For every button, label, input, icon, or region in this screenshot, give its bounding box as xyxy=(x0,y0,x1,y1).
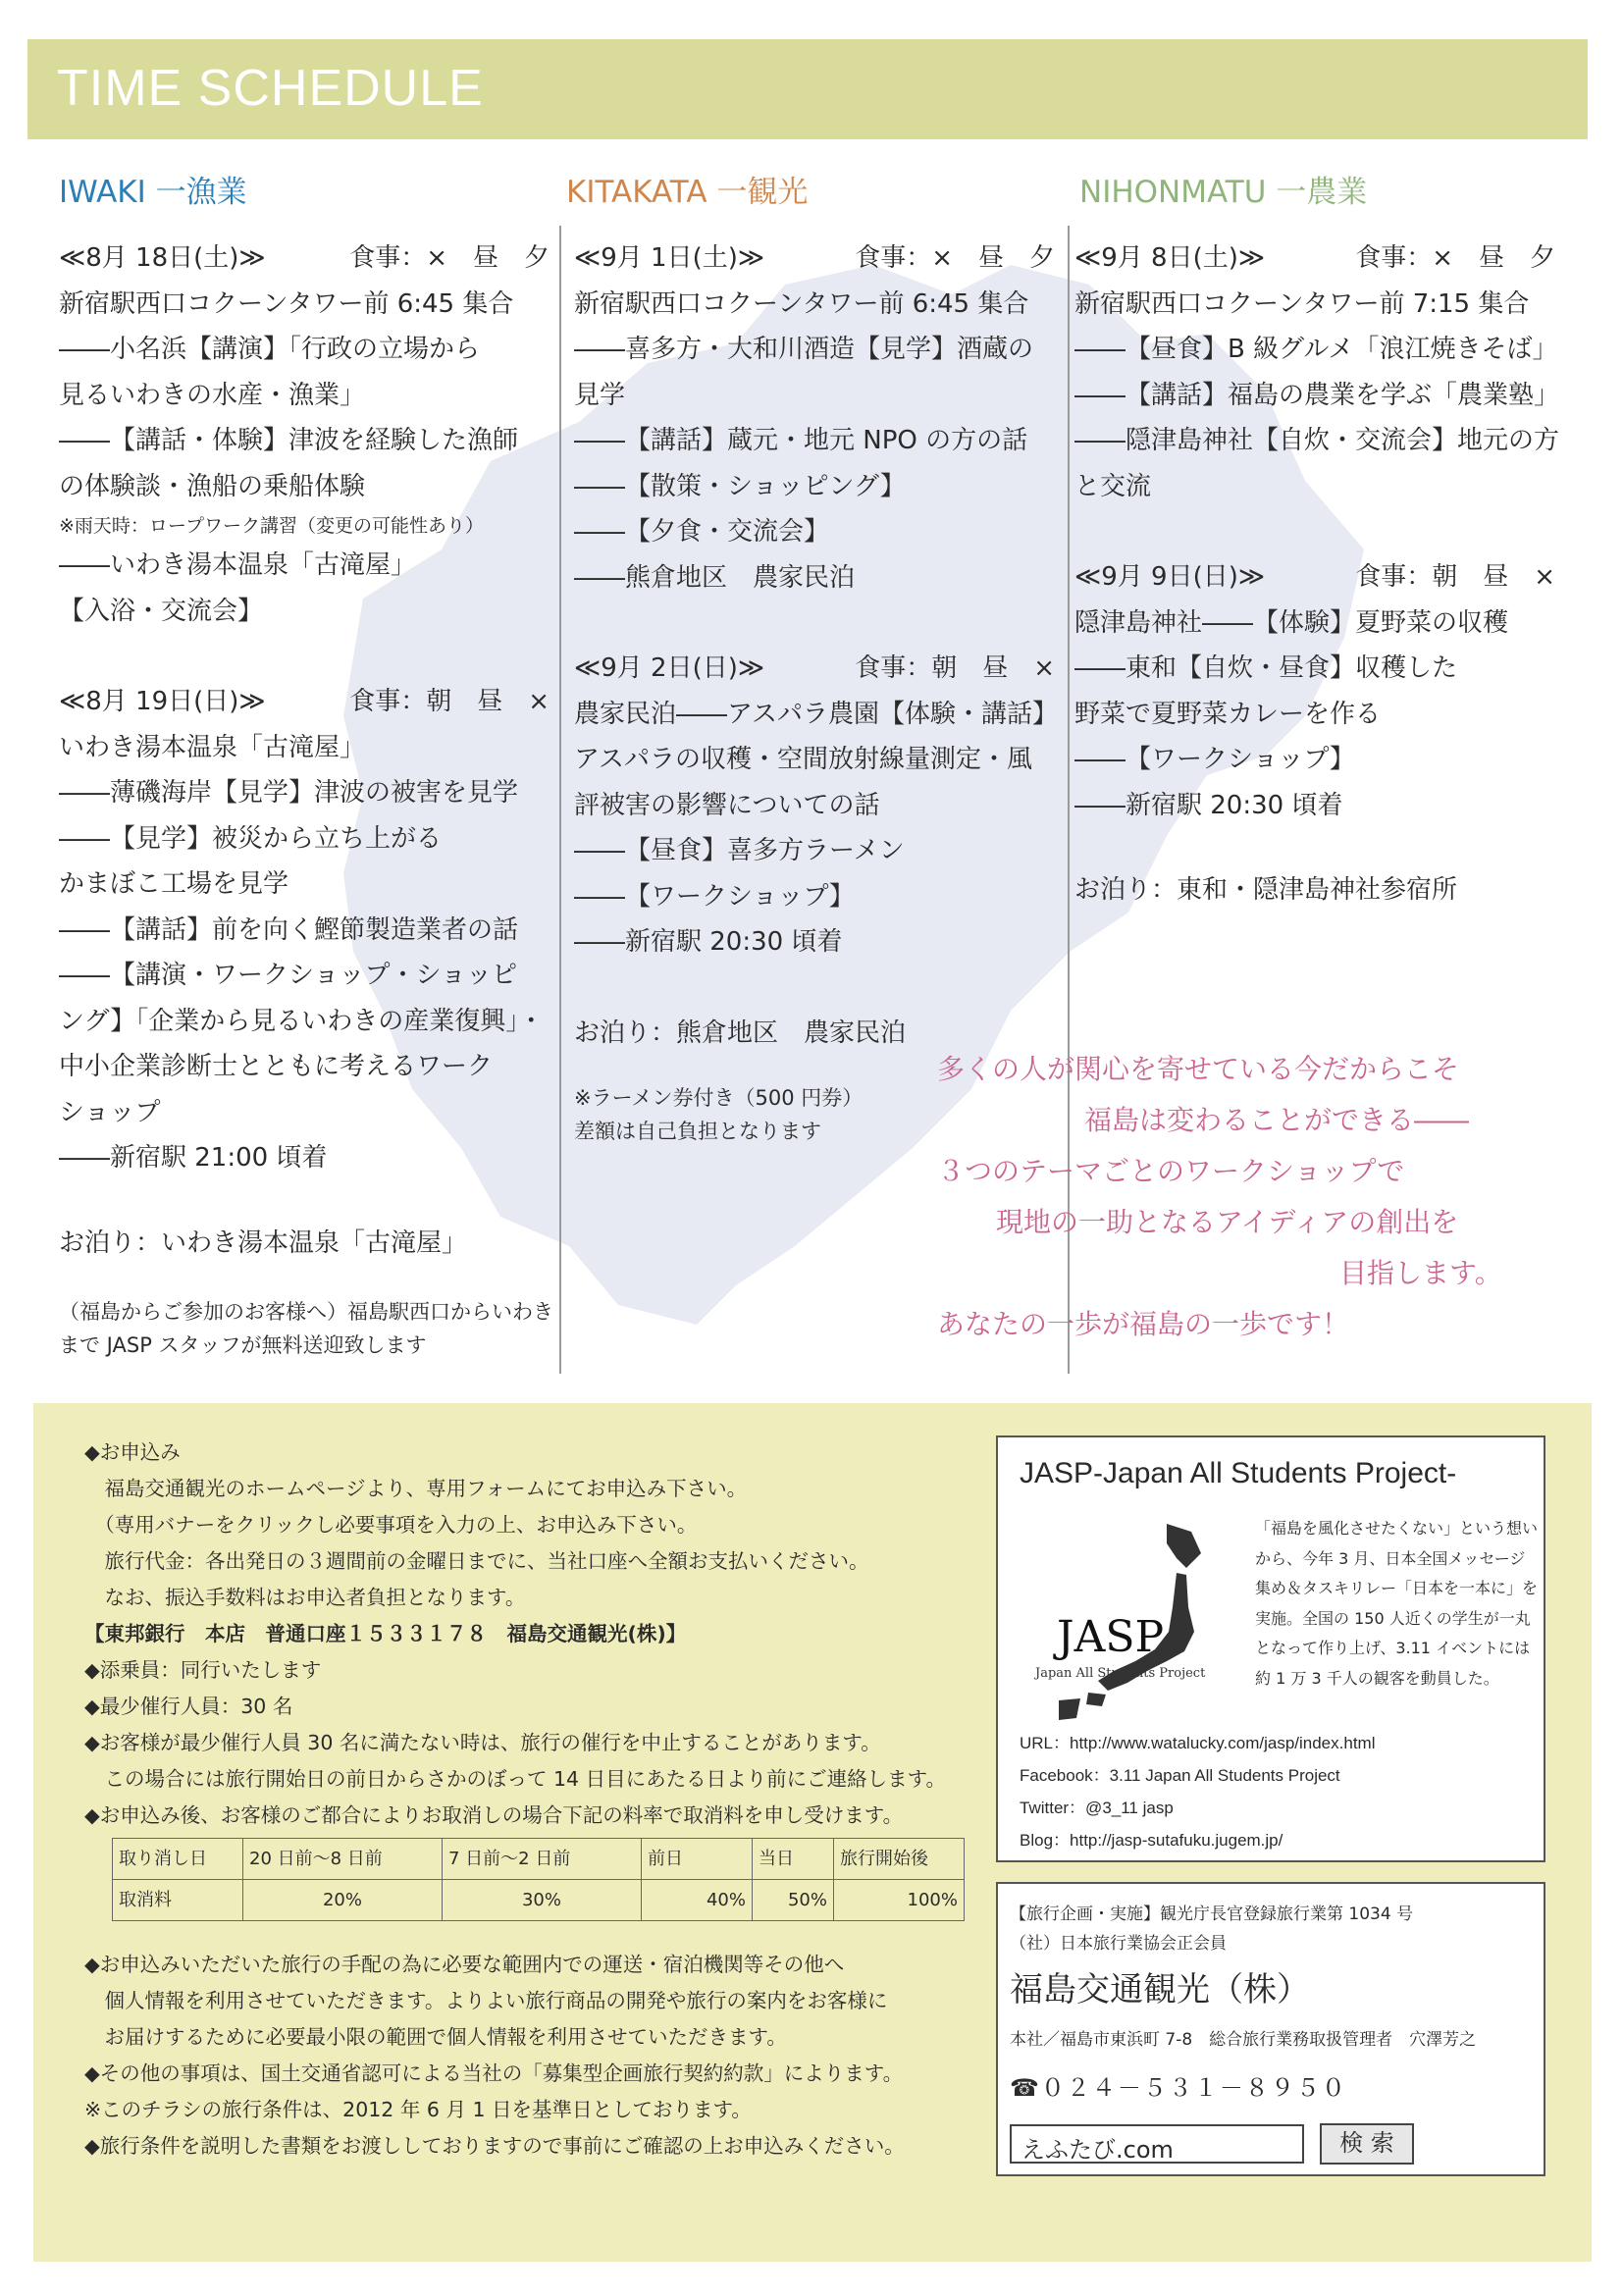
jasp-japan-map-logo xyxy=(1020,1514,1255,1730)
column-divider xyxy=(559,226,561,1374)
search-input[interactable]: えふたび.com xyxy=(1010,2124,1304,2164)
header-bar xyxy=(27,39,1588,139)
day-date: ≪8月 18日(土)≫ xyxy=(59,243,266,273)
schedule-line: 見学 xyxy=(574,380,626,410)
booking-info xyxy=(84,1435,968,2165)
schedule-line: 野菜で夏野菜カレーを作る xyxy=(1074,699,1382,729)
fee-table-header: 20 日前～8 日前 xyxy=(243,1839,443,1880)
jasp-description: 「福島を風化させたくない」という想いから、今年 3 月、日本全国メッセージ集め＆タスキリレー「日本を一本に」を実施。全国の 150 人近くの学生が一丸となって作り上げ、3.11 イベントには約 1 万 3 千人の観客を動員した。 xyxy=(1255,1519,1539,1688)
info-line: お届けするために必要最小限の範囲で個人情報を利用させていただきます。 xyxy=(84,2025,787,2049)
company-address: 本社／福島市東浜町 7-8 総合旅行業務取扱管理者 穴澤芳之 xyxy=(1010,2030,1477,2050)
info-line: ◆お客様が最少催行人員 30 名に満たない時は、旅行の催行を中止することがあります。 xyxy=(84,1731,881,1754)
kitakata-heading: KITAKATA 一観光 xyxy=(566,175,809,210)
schedule-line: ――【講話】蔵元・地元 NPO の方の話 xyxy=(574,426,1028,455)
schedule-line: ――新宿駅 20:30 頃着 xyxy=(1074,790,1343,820)
schedule-line: ――小名浜【講演】「行政の立場から xyxy=(59,335,481,364)
schedule-line: の体験談・漁船の乗船体験 xyxy=(59,471,366,501)
fee-table-header: 7 日前～2 日前 xyxy=(443,1839,642,1880)
logo-subtext: Japan All Students Project xyxy=(1035,1666,1206,1681)
license-line: 【旅行企画・実施】観光庁長官登録旅行業第 1034 号 xyxy=(1010,1905,1414,1924)
schedule-line: ――【講話】前を向く鰹節製造業者の話 xyxy=(59,914,519,945)
info-line: ◆お申込み後、お客様のご都合によりお取消しの場合下記の料率で取消料を申し受けます。 xyxy=(84,1803,904,1827)
fee-table-cell: 取消料 xyxy=(113,1880,243,1921)
slogan-line: 目指します。 xyxy=(1339,1257,1502,1289)
note-line: まで JASP スタッフが無料送迎致します xyxy=(59,1333,427,1357)
phone-number: ☎０２４－５３１－８９５０ xyxy=(1010,2074,1347,2102)
fee-table-header: 旅行開始後 xyxy=(834,1839,965,1880)
day-date: ≪9月 2日(日)≫ xyxy=(574,653,765,683)
note-line: 差額は自己負担となります xyxy=(574,1120,821,1143)
schedule-line: ――【夕食・交流会】 xyxy=(574,517,830,547)
day-meals: 食事：× 昼 夕 xyxy=(1355,243,1555,273)
day-header xyxy=(59,235,550,282)
search-button[interactable]: 検 索 xyxy=(1320,2123,1414,2165)
slogan-block xyxy=(937,1044,1502,1350)
slogan-line: あなたの一歩が福島の一歩です！ xyxy=(937,1308,1350,1340)
schedule-line: 中小企業診断士とともに考えるワーク xyxy=(59,1052,494,1081)
day-meals: 食事：朝 昼 × xyxy=(349,687,550,716)
schedule-line: ――熊倉地区 農家民泊 xyxy=(574,562,856,593)
day-header xyxy=(574,646,1055,692)
page-title: TIME SCHEDULE xyxy=(57,60,484,117)
info-line: この場合には旅行開始日の前日からさかのぼって 14 日目にあたる日より前にご連絡します。 xyxy=(84,1767,946,1791)
schedule-line: ――薄磯海岸【見学】津波の被害を見学 xyxy=(59,778,519,808)
day-date: ≪9月 1日(土)≫ xyxy=(574,243,765,273)
schedule-line: ――【昼食】喜多方ラーメン xyxy=(574,836,905,865)
schedule-line: 新宿駅西口コクーンタワー前 6:45 集合 xyxy=(574,288,1029,319)
slogan-line: 福島は変わることができる―― xyxy=(1084,1104,1470,1136)
info-line: ※このチラシの旅行条件は、2012 年 6 月 1 日を基準日としております。 xyxy=(84,2098,752,2121)
info-line: ◆旅行条件を説明した書類をお渡ししておりますので事前にご確認の上お申込みください。 xyxy=(84,2134,905,2158)
info-line: 【東邦銀行 本店 普通口座１５３３１７８ 福島交通観光(株)】 xyxy=(84,1622,687,1645)
slogan-line: 現地の一助となるアイディアの創出を xyxy=(996,1206,1459,1238)
iwaki-heading: IWAKI 一漁業 xyxy=(59,175,247,210)
schedule-line: アスパラの収穫・空間放射線量測定・風 xyxy=(574,745,1032,774)
schedule-line: 新宿駅西口コクーンタワー前 6:45 集合 xyxy=(59,288,514,319)
fee-table-header: 取り消し日 xyxy=(113,1839,243,1880)
fee-table-header: 当日 xyxy=(753,1839,834,1880)
schedule-line: ――【昼食】B 級グルメ「浪江焼きそば」 xyxy=(1074,335,1558,364)
schedule-line: ――新宿駅 20:30 頃着 xyxy=(574,927,843,957)
schedule-line: ※雨天時：ロープワーク講習（変更の可能性あり） xyxy=(59,515,484,537)
note-line: ※ラーメン券付き（500 円券） xyxy=(574,1086,864,1110)
schedule-line: ――いわき湯本温泉「古滝屋」 xyxy=(59,550,417,580)
info-line: （専用バナーをクリックし必要事項を入力の上、お申込み下さい。 xyxy=(84,1513,698,1537)
schedule-line: 隠津島神社――【体験】夏野菜の収穫 xyxy=(1074,607,1509,638)
cancellation-fee-table xyxy=(112,1838,965,1921)
schedule-line: 新宿駅西口コクーンタワー前 7:15 集合 xyxy=(1074,288,1530,319)
nihonmatu-schedule xyxy=(1074,235,1560,913)
schedule-line: ――【見学】被災から立ち上がる xyxy=(59,823,443,854)
jasp-box xyxy=(996,1435,1545,1862)
iwaki-schedule xyxy=(59,235,553,1362)
schedule-line: 見るいわきの水産・漁業」 xyxy=(59,380,366,410)
schedule-line: ――【散策・ショッピング】 xyxy=(574,471,906,501)
schedule-line: ショップ xyxy=(59,1097,161,1127)
info-line: ◆添乗員：同行いたします xyxy=(84,1658,322,1682)
day-header xyxy=(574,235,1055,282)
stay-info: お泊り：いわき湯本温泉「古滝屋」 xyxy=(59,1227,468,1258)
info-line: 旅行代金：各出発日の３週間前の金曜日までに、当社口座へ全額お支払いください。 xyxy=(84,1549,869,1573)
info-line: 個人情報を利用させていただきます。よりよい旅行商品の開発や旅行の案内をお客様に xyxy=(84,1989,888,2012)
schedule-line: 農家民泊――アスパラ農園【体験・講話】 xyxy=(574,699,1058,729)
info-line: ◆その他の事項は、国土交通省認可による当社の「募集型企画旅行契約約款」によります。 xyxy=(84,2061,904,2085)
schedule-line: と交流 xyxy=(1074,471,1152,501)
schedule-line: ――【講話】福島の農業を学ぶ「農業塾」 xyxy=(1074,380,1560,410)
note-line: （福島からご参加のお客様へ）福島駅西口からいわき xyxy=(59,1300,553,1324)
schedule-line: ――【講演・ワークショップ・ショッピ xyxy=(59,961,517,990)
stay-info: お泊り：熊倉地区 農家民泊 xyxy=(574,1018,907,1048)
info-line: なお、振込手数料はお申込者負担となります。 xyxy=(84,1586,526,1609)
day-date: ≪8月 19日(日)≫ xyxy=(59,687,266,716)
jasp-facebook: Facebook：3.11 Japan All Students Project xyxy=(1020,1766,1340,1785)
nihonmatu-heading: NIHONMATU 一農業 xyxy=(1079,175,1368,210)
jasp-url: URL：http://www.watalucky.com/jasp/index.html xyxy=(1020,1734,1376,1752)
schedule-line: ――【講話・体験】津波を経験した漁師 xyxy=(59,426,519,455)
slogan-line: 多くの人が関心を寄せている今だからこそ xyxy=(937,1053,1460,1085)
fee-table-cell: 30% xyxy=(443,1880,642,1921)
schedule-line: ング】「企業から見るいわきの産業復興」・ xyxy=(59,1006,545,1036)
jasp-links xyxy=(1020,1727,1375,1856)
day-date: ≪9月 8日(土)≫ xyxy=(1074,243,1266,273)
stay-info: お泊り：東和・隠津島神社参宿所 xyxy=(1074,875,1458,905)
schedule-line: ――【ワークショップ】 xyxy=(574,881,855,912)
schedule-line: かまぼこ工場を見学 xyxy=(59,869,289,899)
fee-table-cell: 20% xyxy=(243,1880,443,1921)
company-box xyxy=(996,1882,1545,2176)
company-name: 福島交通観光（株） xyxy=(1010,1970,1310,2009)
day-meals: 食事：朝 昼 × xyxy=(855,653,1055,683)
schedule-line: いわき湯本温泉「古滝屋」 xyxy=(59,732,366,762)
fee-table-cell: 40% xyxy=(642,1880,753,1921)
info-line: 福島交通観光のホームページより、専用フォームにてお申込み下さい。 xyxy=(84,1477,748,1500)
fee-table-cell: 100% xyxy=(834,1880,965,1921)
info-line: ◆お申込みいただいた旅行の手配の為に必要な範囲内での運送・宿泊機関等その他へ xyxy=(84,1953,845,1976)
schedule-line: ――新宿駅 21:00 頃着 xyxy=(59,1143,328,1173)
jasp-blog: Blog：http://jasp-sutafuku.jugem.jp/ xyxy=(1020,1831,1283,1850)
day-header xyxy=(1074,554,1555,600)
info-line: ◆お申込み xyxy=(84,1440,181,1464)
schedule-line: 評被害の影響についての話 xyxy=(574,790,880,820)
schedule-line: ――【ワークショップ】 xyxy=(1074,745,1355,774)
kitakata-schedule xyxy=(574,235,1058,1148)
jasp-twitter: Twitter：@3_11 jasp xyxy=(1020,1799,1174,1817)
info-line: ◆最少催行人員：30 名 xyxy=(84,1695,293,1718)
fee-table-header: 前日 xyxy=(642,1839,753,1880)
association-line: （社）日本旅行業協会正会員 xyxy=(1010,1934,1227,1954)
slogan-line: ３つのテーマごとのワークショップで xyxy=(937,1155,1405,1187)
day-date: ≪9月 9日(日)≫ xyxy=(1074,562,1266,592)
jasp-title: JASP-Japan All Students Project- xyxy=(1020,1457,1457,1489)
schedule-line: ――東和【自炊・昼食】収穫した xyxy=(1074,653,1458,683)
fee-table-cell: 50% xyxy=(753,1880,834,1921)
day-meals: 食事：× 昼 夕 xyxy=(349,243,550,273)
day-header xyxy=(1074,235,1555,282)
schedule-line: ――喜多方・大和川酒造【見学】酒蔵の xyxy=(574,335,1034,364)
day-meals: 食事：朝 昼 × xyxy=(1355,562,1555,592)
day-meals: 食事：× 昼 夕 xyxy=(855,243,1055,273)
logo-text: JASP xyxy=(1057,1612,1165,1662)
schedule-line: 【入浴・交流会】 xyxy=(59,596,264,626)
schedule-line: ――隠津島神社【自炊・交流会】地元の方 xyxy=(1074,426,1560,455)
day-header xyxy=(59,679,550,725)
